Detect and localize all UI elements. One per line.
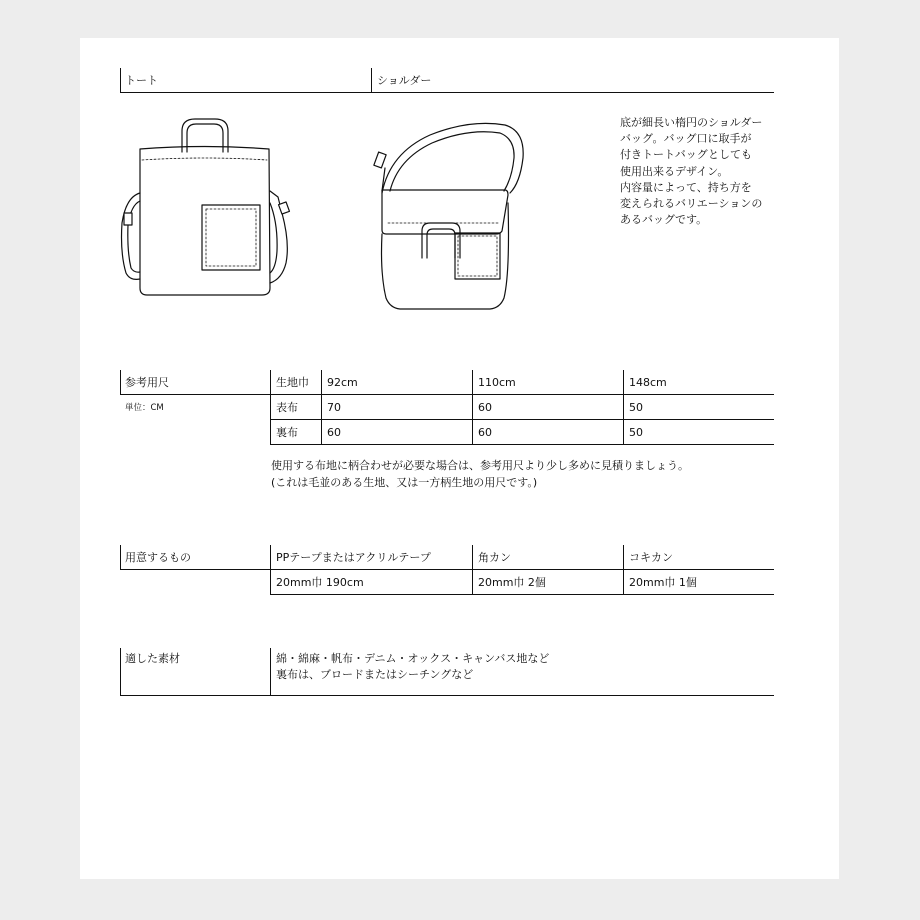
shoulder-header-divider — [371, 68, 372, 93]
description-line: バッグ。バッグ口に取手が — [620, 132, 752, 146]
materials-section-label: 適した素材 — [125, 652, 180, 665]
fabric-rule-3 — [270, 444, 774, 445]
description-line: 使用出来るデザイン。 — [620, 164, 729, 178]
header-rule — [120, 92, 774, 93]
tote-label: トート — [125, 74, 158, 87]
tote-header-divider — [120, 68, 121, 93]
fabric-note: 使用する布地に柄合わせが必要な場合は、参考用尺より少し多めに見積りましょう。 — [271, 459, 689, 472]
fabric-width-cell: 92cm — [327, 376, 358, 389]
supplies-grid-left — [270, 545, 271, 595]
outer-fabric-cell: 50 — [629, 401, 643, 414]
fabric-section-label: 参考用尺 — [125, 376, 169, 389]
shoulder-label: ショルダー — [377, 74, 432, 87]
supplies-section-label: 用意するもの — [125, 551, 191, 564]
supplies-grid-col3 — [623, 545, 624, 595]
supply-header: 角カン — [478, 551, 511, 564]
fabric-rule-1 — [120, 394, 774, 395]
outer-fabric-cell: 60 — [478, 401, 492, 414]
fabric-grid-left — [270, 370, 271, 445]
materials-label-divider — [120, 648, 121, 696]
fabric-grid-col2 — [472, 370, 473, 445]
fabric-grid-col1 — [321, 370, 322, 445]
supplies-label-divider — [120, 545, 121, 569]
fabric-note: (これは毛並のある生地、又は一方柄生地の用尺です。) — [271, 476, 538, 489]
materials-rule — [120, 695, 774, 696]
materials-line: 綿・綿麻・帆布・デニム・オックス・キャンバス地など — [276, 652, 550, 665]
supply-header: コキカン — [629, 551, 673, 564]
description-line: 底が細長い楕円のショルダー — [620, 116, 763, 129]
description-line: あるバッグです。 — [620, 213, 708, 227]
description-line: 変えられるバリエーションの — [620, 197, 763, 211]
description — [620, 115, 762, 228]
fabric-rule-2 — [270, 419, 774, 420]
fabric-label-divider — [120, 370, 121, 394]
fabric-grid-col3 — [623, 370, 624, 445]
supply-header: PPテープまたはアクリルテープ — [276, 551, 431, 564]
lining-fabric-label: 裏布 — [276, 426, 298, 439]
tote-bag-illustration — [100, 113, 320, 313]
supplies-rule-2 — [270, 594, 774, 595]
description-line: 付きトートバッグとしても — [620, 148, 752, 162]
supplies-rule-1 — [120, 569, 774, 570]
fabric-width-cell: 148cm — [629, 376, 667, 389]
shoulder-bag-illustration — [360, 113, 540, 313]
materials-grid-left — [270, 648, 271, 696]
lining-fabric-cell: 50 — [629, 426, 643, 439]
fabric-width-cell: 110cm — [478, 376, 516, 389]
supplies-grid-col2 — [472, 545, 473, 595]
description-line: 内容量によって、持ち方を — [620, 180, 752, 194]
lining-fabric-cell: 60 — [478, 426, 492, 439]
outer-fabric-cell: 70 — [327, 401, 341, 414]
supply-value: 20mm巾 1個 — [629, 576, 697, 589]
materials-line: 裏布は、ブロードまたはシーチングなど — [276, 668, 474, 681]
pattern-sheet — [80, 38, 839, 879]
unit-note: 単位：CM — [125, 403, 164, 413]
outer-fabric-label: 表布 — [276, 401, 298, 414]
lining-fabric-cell: 60 — [327, 426, 341, 439]
supply-value: 20mm巾 2個 — [478, 576, 546, 589]
fabric-width-label: 生地巾 — [276, 376, 309, 389]
supply-value: 20mm巾 190cm — [276, 576, 364, 589]
